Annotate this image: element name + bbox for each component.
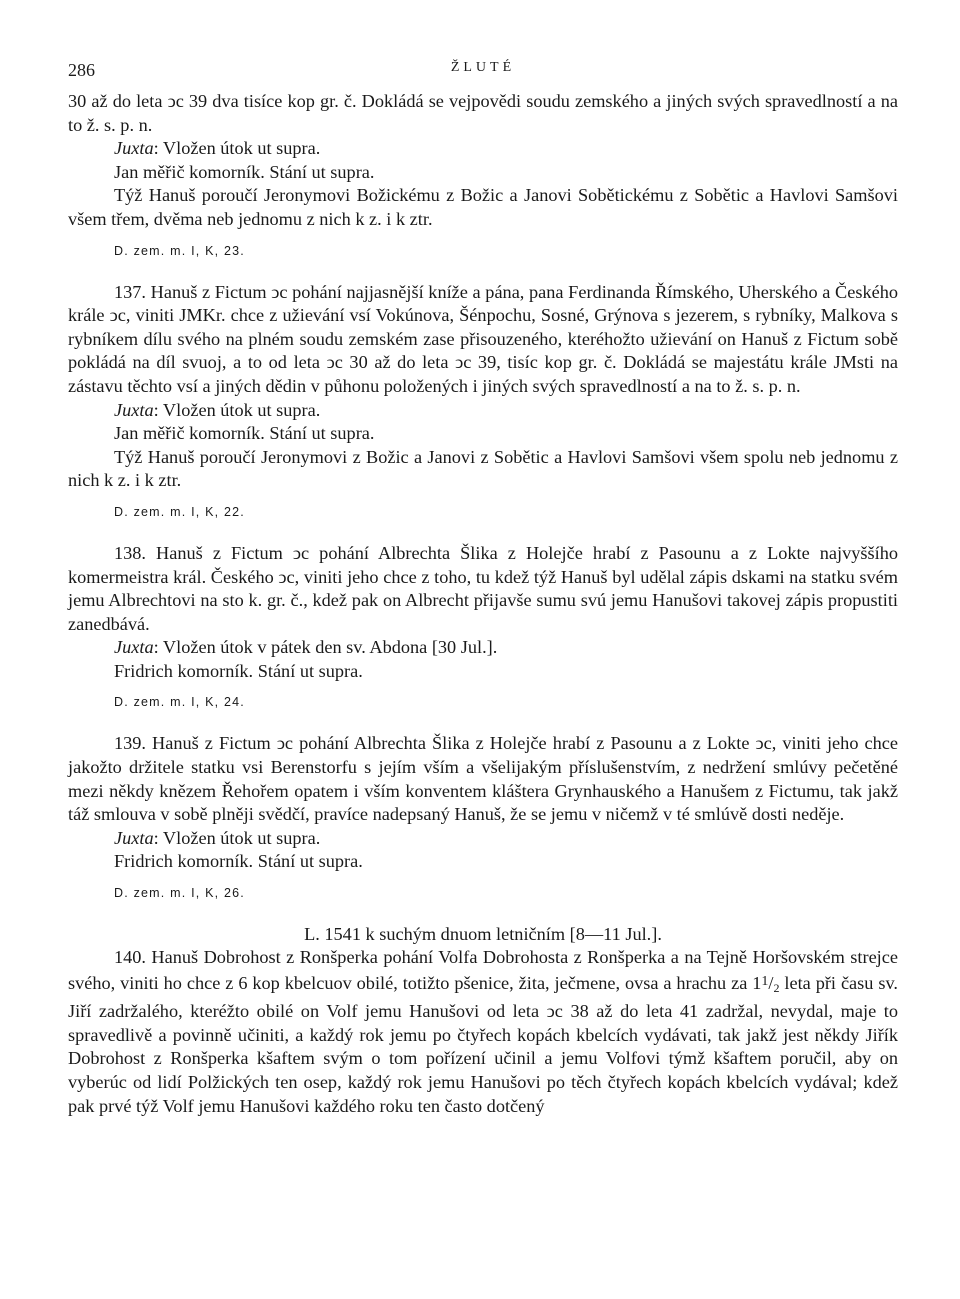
juxta-line (68, 636, 898, 660)
intro-block (68, 90, 898, 260)
entry-140 (68, 946, 898, 1118)
entry-text-start: 140. Hanuš Dobrohost z Ronšperka pohání Volfa Dobrohosta z Ronšperka a na Tejně Horšovském strejce svého, viniti ho chce z 6 kop kbelcuov obilé, totižto pšenice, žita, ječmene, ovsa a hrachu za 1 (68, 947, 898, 993)
juxta-text: : Vložen útok ut supra. (153, 138, 321, 159)
intro-text: 30 až do leta ↄc 39 dva tisíce kop gr. č. Dokládá se vejpovědi soudu zemského a jiných svých spravedlností a na to ž. s. p. n. (68, 91, 898, 135)
entry-139 (68, 732, 898, 902)
fraction-numerator: 1 (761, 973, 769, 989)
source-citation: D. zem. m. I, K, 23. (114, 243, 245, 258)
source-citation: D. zem. m. I, K, 22. (114, 504, 245, 519)
juxta-label: Juxta (114, 827, 154, 848)
juxta-text: : Vložen útok v pátek den sv. Abdona [30 Jul.]. (153, 637, 498, 658)
entry-137 (68, 281, 898, 521)
entry-body: 139. Hanuš z Fictum ↄc pohání Albrechta Šlika z Holejče hrabí z Pasounu a z Lokte ↄc, viniti jeho chce jakožto držitele statku vsi Berenstorfu s jejím vším a všelijakým příslušenstvím, z nedržení smlúvy pečetěné mezi někdy knězem Řehořem opatem i vším konventem kláštera Grynhauského a Hanušem z Fictumu, tak jakž táž smlouva v sobě plněji svědčí, pravíce nadepsaný Hanuš, že se jemu v ničemž v té smlúvě dosti neděje. (68, 733, 898, 825)
proxy-line: Týž Hanuš poroučí Jeronymovi z Božic a Janovi z Sobětic a Havlovi Samšovi všem spolu neb jednomu z nich k z. i k ztr. (68, 446, 898, 491)
juxta-line (68, 399, 898, 423)
entry-138 (68, 542, 898, 712)
entry-body (68, 946, 898, 1118)
officer-line: Fridrich komorník. Stání ut supra. (114, 660, 363, 681)
fraction-slash: / (768, 972, 774, 993)
juxta-text: : Vložen útok ut supra. (153, 827, 321, 848)
date-heading: L. 1541 k suchým dnuom letničním [8—11 Jul.]. (304, 924, 662, 945)
entry-body: 138. Hanuš z Fictum ↄc pohání Albrechta Šlika z Holejče hrabí z Pasounu a z Lokte najvyššího komermeistra král. Českého ↄc, viniti jeho chce z toho, tu kdež týž Hanuš byl udělal zápis dskami na statku svém jemu Albrechtovi na sto k. gr. č., kdež pak on Albrecht přijavše sumu svú jemu Hanušovi takovej zápis propustiti zanedbává. (68, 542, 898, 634)
entry-body: 137. Hanuš z Fictum ↄc pohání najjasnější kníže a pána, pana Ferdinanda Římského, Uherského a Českého krále ↄc, viniti JMKr. chce z užievání vsí Vokúnova, Šénpochu, Sosné, Grýnova s jezerem, s rybníky, Malkova s rybníkem dílu svého na plném soudu zemském zase přisouzeného, kteréhožto užievání on Hanuš z Fictum sobě pokládá na díl svuoj, a to od leta ↄc 30 až do leta ↄc 39, tisíc kop gr. č. Dokládá se majestátu krále JMsti na zástavu těchto vsí a jiných dědin v půhonu položených i jiných svých spravedlností a na to ž. s. p. n. (68, 281, 898, 396)
officer-line: Jan měřič komorník. Stání ut supra. (114, 161, 375, 182)
running-title: ŽLUTÉ (450, 60, 516, 75)
proxy-line: Týž Hanuš poroučí Jeronymovi Božickému z Božic a Janovi Sobětickému z Sobětic a Havlovi Samšovi všem třem, dvěma neb jednomu z nich k z. i k ztr. (68, 185, 898, 229)
fraction-denominator: 2 (773, 980, 780, 995)
juxta-line (68, 137, 898, 161)
document-page (68, 60, 898, 1118)
juxta-label: Juxta (114, 399, 154, 420)
entry-text-end: leta při času sv. Jiří zadržalého, kteréžto obilé on Volf jemu Hanušovi od leta ↄc 38 až do leta 41 zadržal, nevydal, maje to spravedlivě a povinně učiniti, a každý rok jemu po čtyřech kopách kbelcích vydávati, tak jakž jest někdy Jiřík Dobrohost z Ronšperka kšaftem svým o tom pořízení učinil a jemu Volfovi týmž kšaftem poručil, aby on vyberúc od lidí Polžických ten osep, každý rok jemu Hanušovi po těch čtyřech kopách kbelcích vydával; kdež pak prvé týž Volf jemu Hanušovi každého roku ten často dotčený (68, 972, 898, 1116)
juxta-label: Juxta (114, 138, 154, 159)
juxta-line (68, 827, 898, 851)
juxta-text: : Vložen útok ut supra. (153, 399, 321, 420)
page-number: 286 (68, 60, 95, 80)
juxta-label: Juxta (114, 637, 154, 658)
officer-line: Fridrich komorník. Stání ut supra. (114, 851, 363, 872)
source-citation: D. zem. m. I, K, 24. (114, 695, 245, 710)
source-citation: D. zem. m. I, K, 26. (114, 886, 245, 901)
page-header (68, 60, 898, 90)
officer-line: Jan měřič komorník. Stání ut supra. (114, 423, 375, 444)
